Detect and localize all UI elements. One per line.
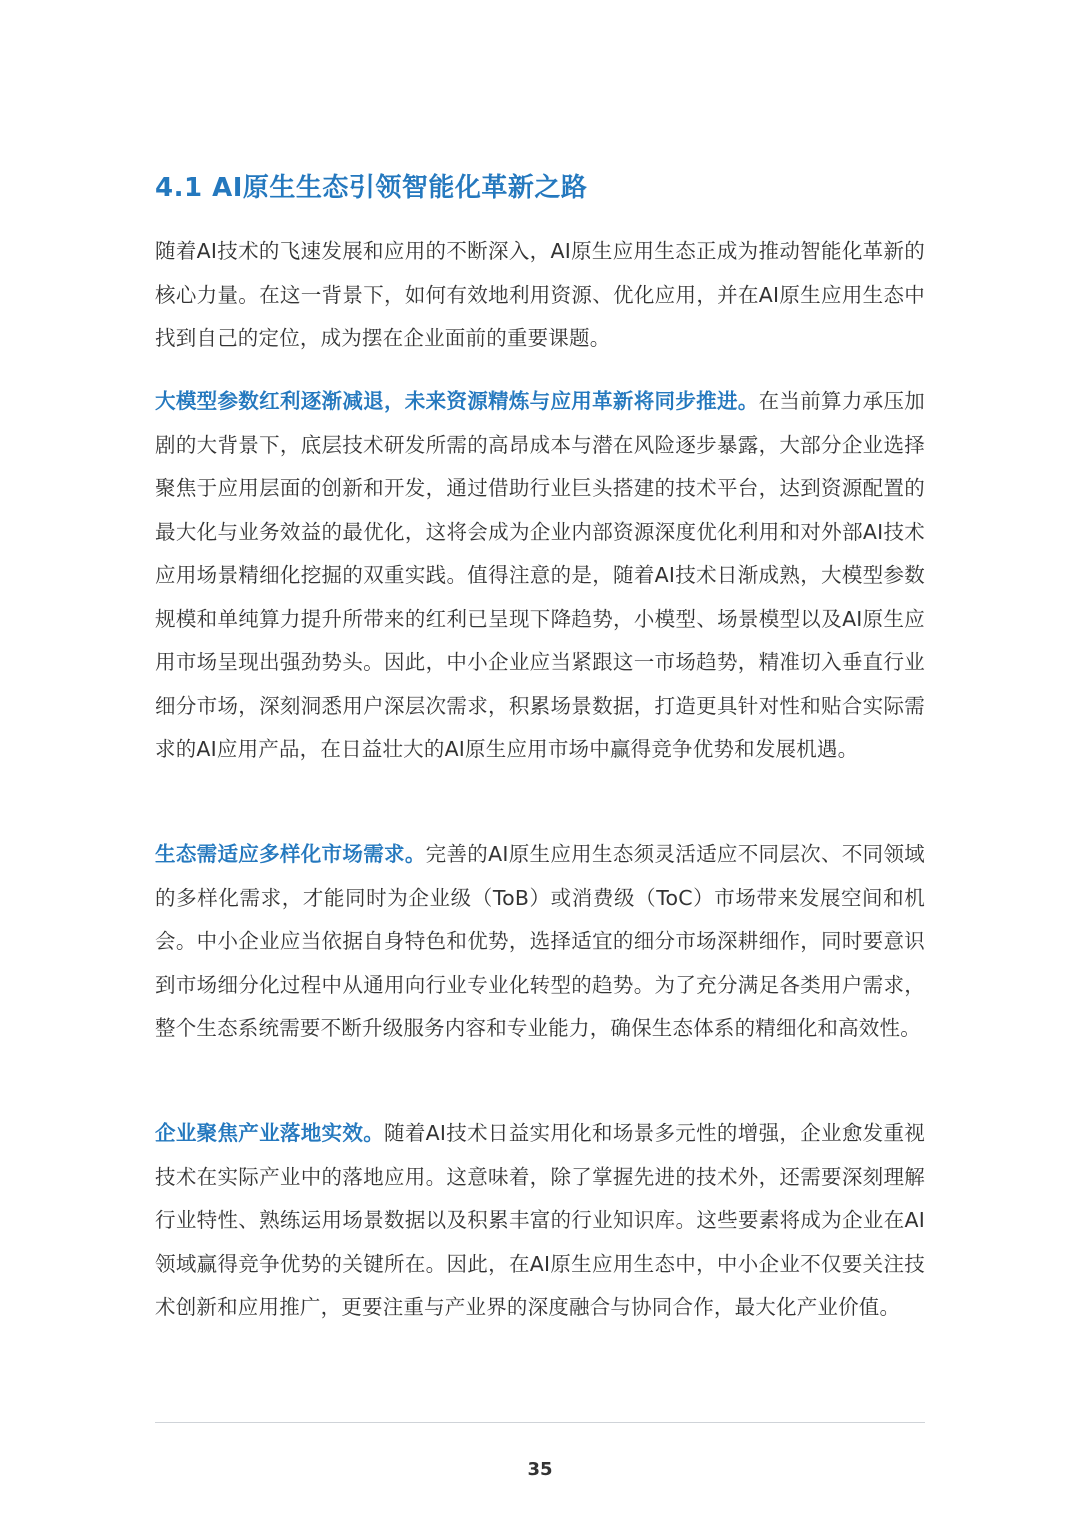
paragraph-text: 在当前算力承压加剧的大背景下，底层技术研发所需的高昂成本与潜在风险逐步暴露，大部分企业选择聚焦于应用层面的创新和开发，通过借助行业巨头搭建的技术平台，达到资源配置的最大化与业务效益的最优化，这将会成为企业内部资源深度优化利用和对外部AI技术应用场景精细化挖掘的双重实践。值得注意的是，随着AI技术日渐成熟，大模型参数规模和单纯算力提升所带来的红利已呈现下降趋势，小模型、场景模型以及AI原生应用市场呈现出强劲势头。因此，中小企业应当紧跟这一市场趋势，精准切入垂直行业细分市场，深刻洞悉用户深层次需求，积累场景数据，打造更具针对性和贴合实际需求的AI应用产品，在日益壮大的AI原生应用市场中赢得竞争优势和发展机遇。 bbox=[155, 389, 925, 761]
document-page bbox=[155, 0, 925, 1527]
paragraph-text: 随着AI技术的飞速发展和应用的不断深入，AI原生应用生态正成为推动智能化革新的核心力量。在这一背景下，如何有效地利用资源、优化应用，并在AI原生应用生态中找到自己的定位，成为摆在企业面前的重要课题。 bbox=[155, 239, 925, 350]
model-params-paragraph bbox=[155, 380, 925, 772]
paragraph-text: 随着AI技术日益实用化和场景多元性的增强，企业愈发重视技术在实际产业中的落地应用。这意味着，除了掌握先进的技术外，还需要深刻理解行业特性、熟练运用场景数据以及积累丰富的行业知识库。这些要素将成为企业在AI领域赢得竞争优势的关键所在。因此，在AI原生应用生态中，中小企业不仅要关注技术创新和应用推广，更要注重与产业界的深度融合与协同合作，最大化产业价值。 bbox=[155, 1121, 926, 1319]
industry-landing-paragraph bbox=[155, 1112, 925, 1330]
diverse-demand-paragraph bbox=[155, 833, 925, 1051]
page-number: 35 bbox=[527, 1459, 553, 1480]
section-title: 4.1 AI原生生态引领智能化革新之路 bbox=[155, 173, 588, 203]
paragraph-lead: 生态需适应多样化市场需求。 bbox=[155, 842, 426, 866]
paragraph-lead: 大模型参数红利逐渐减退，未来资源精炼与应用革新将同步推进。 bbox=[155, 389, 759, 413]
intro-paragraph bbox=[155, 230, 925, 361]
paragraph-lead: 企业聚焦产业落地实效。 bbox=[155, 1121, 385, 1145]
paragraph-text: 完善的AI原生应用生态须灵活适应不同层次、不同领域的多样化需求，才能同时为企业级（ToB）或消费级（ToC）市场带来发展空间和机会。中小企业应当依据自身特色和优势，选择适宜的细分市场深耕细作，同时要意识到市场细分化过程中从通用向行业专业化转型的趋势。为了充分满足各类用户需求，整个生态系统需要不断升级服务内容和专业能力，确保生态体系的精细化和高效性。 bbox=[155, 842, 925, 1040]
footer-divider bbox=[155, 1422, 925, 1423]
